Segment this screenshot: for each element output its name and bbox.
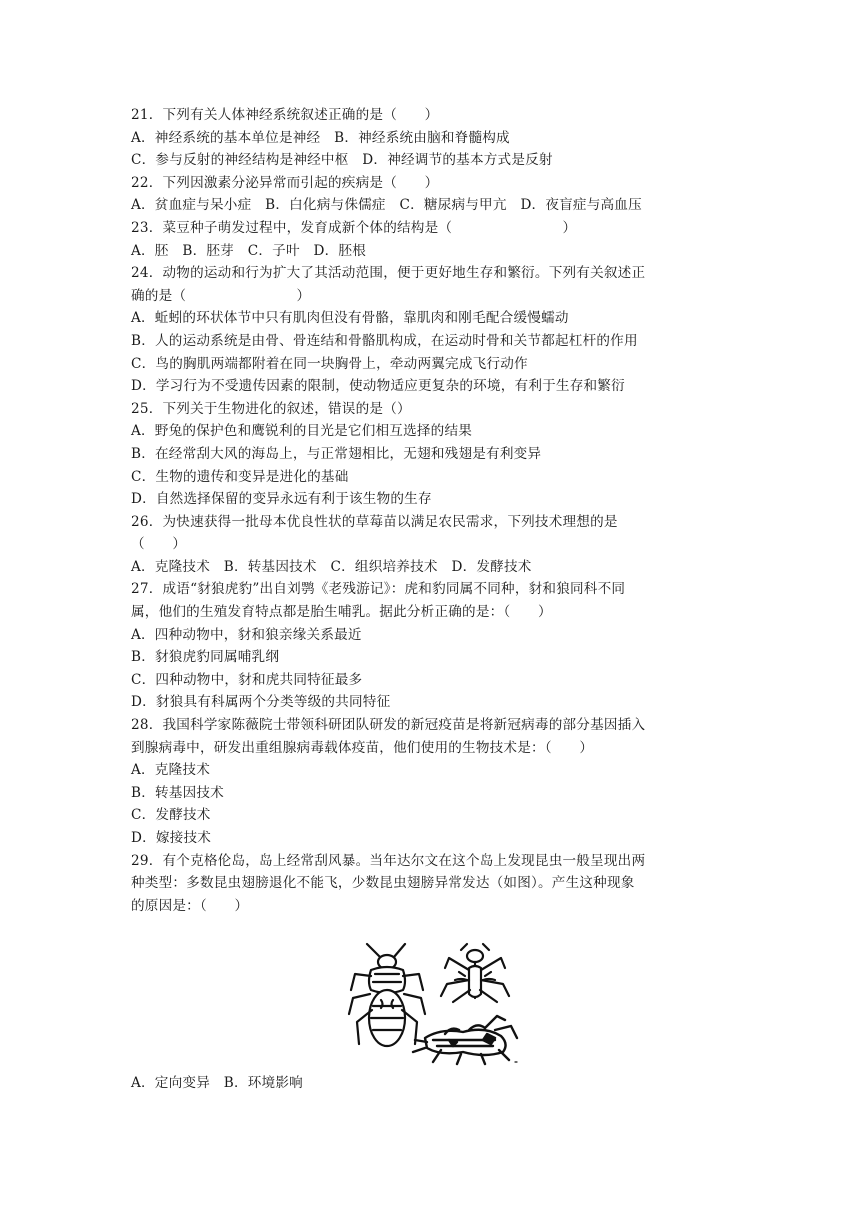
text-line: （ ） xyxy=(131,536,187,553)
text-line: 23．菜豆种子萌发过程中，发育成新个体的结构是（ ） xyxy=(131,219,577,236)
text-line: A．野兔的保护色和鹰锐利的目光是它们相互选择的结果 xyxy=(131,423,473,440)
text-line: A．神经系统的基本单位是神经 B．神经系统由脑和脊髓构成 xyxy=(131,129,510,146)
text-line: 种类型：多数昆虫翅膀退化不能飞，少数昆虫翅膀异常发达（如图）。产生这种现象 xyxy=(131,875,635,892)
text-line: A．克隆技术 xyxy=(131,762,210,779)
text-line: D．豺狼具有科属两个分类等级的共同特征 xyxy=(131,694,391,711)
answer-options-line: A．定向变异 B．环境影响 xyxy=(131,1075,303,1091)
text-line: 24．动物的运动和行为扩大了其活动范围，便于更好地生存和繁衍。下列有关叙述正 xyxy=(131,265,646,282)
question-text xyxy=(131,104,731,917)
text-line: C．四种动物中，豺和虎共同特征最多 xyxy=(131,671,363,688)
text-line: C．参与反射的神经结构是神经中枢 D．神经调节的基本方式是反射 xyxy=(131,152,553,169)
text-line: D．自然选择保留的变异永远有利于该生物的生存 xyxy=(131,491,432,508)
text-line: 属，他们的生殖发育特点都是胎生哺乳。据此分析正确的是：（ ） xyxy=(131,604,552,621)
text-line: 22．下列因激素分泌异常而引起的疾病是（ ） xyxy=(131,174,439,191)
text-line: 21．下列有关人体神经系统叙述正确的是（ ） xyxy=(131,107,439,123)
text-line: 28．我国科学家陈薇院士带领科研团队研发的新冠疫苗是将新冠病毒的部分基因插入 xyxy=(131,717,646,734)
text-line: A．蚯蚓的环状体节中只有肌肉但没有骨骼，靠肌肉和刚毛配合缓慢蠕动 xyxy=(131,310,569,327)
insect-sketch-icon xyxy=(345,940,523,1066)
text-line: 25．下列关于生物进化的叙述，错误的是（） xyxy=(131,400,411,417)
text-line: A．四种动物中，豺和狼亲缘关系最近 xyxy=(131,626,362,643)
text-line: C．发酵技术 xyxy=(131,807,211,824)
text-line: 的原因是：（ ） xyxy=(131,897,249,914)
text-line: 确的是（ ） xyxy=(131,287,311,304)
text-line: 到腺病毒中，研发出重组腺病毒载体疫苗，他们使用的生物技术是：（ ） xyxy=(131,739,594,756)
text-line: A．克隆技术 B．转基因技术 C．组织培养技术 D．发酵技术 xyxy=(131,558,532,575)
text-line: C．生物的遗传和变异是进化的基础 xyxy=(131,468,349,485)
text-line: B．豺狼虎豹同属哺乳纲 xyxy=(131,649,280,666)
text-line: C．鸟的胸肌两端都附着在同一块胸骨上，牵动两翼完成飞行动作 xyxy=(131,355,528,372)
text-line: 27．成语“豺狼虎豹”出自刘鹗《老残游记》：虎和豹同属不同种，豺和狼同科不同 xyxy=(131,581,626,598)
text-line: A．胚 B．胚芽 C．子叶 D．胚根 xyxy=(131,242,367,259)
text-line: 29．有个克格伦岛，岛上经常刮风暴。当年达尔文在这个岛上发现昆虫一般呈现出两 xyxy=(131,852,646,869)
text-line: A．贫血症与呆小症 B．白化病与侏儒症 C．糖尿病与甲亢 D．夜盲症与高血压 xyxy=(131,197,642,214)
text-line: 26．为快速获得一批母本优良性状的草莓苗以满足农民需求，下列技术理想的是 xyxy=(131,513,618,530)
insect-figure xyxy=(345,940,523,1066)
text-line: B．人的运动系统是由骨、骨连结和骨骼肌构成，在运动时骨和关节都起杠杆的作用 xyxy=(131,332,638,349)
text-line: D．嫁接技术 xyxy=(131,830,212,846)
text-line: D．学习行为不受遗传因素的限制，使动物适应更复杂的环境，有利于生存和繁衍 xyxy=(131,378,625,395)
text-line: B．在经常刮大风的海岛上，与正常翅相比，无翅和残翅是有利变异 xyxy=(131,445,542,462)
text-line: B．转基因技术 xyxy=(131,784,224,801)
